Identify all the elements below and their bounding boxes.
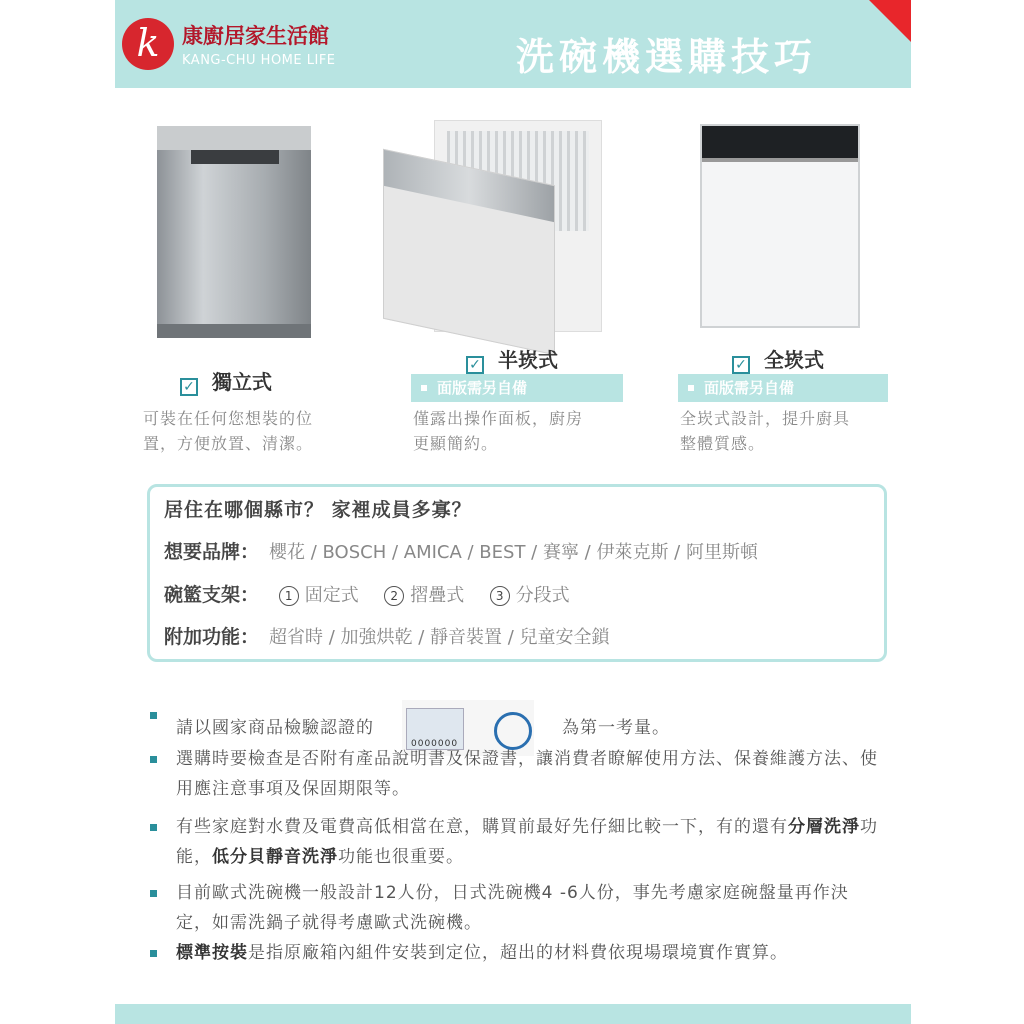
tip-capacity: 目前歐式洗碗機一般設計12人份，日式洗碗機4 -6人份，事先考慮家庭碗盤量再作決定，如需洗鍋子就得考慮歐式洗碗機。 [150,878,880,938]
freestanding-dishwasher-image [157,126,311,338]
brand-name-en: KANG-CHU HOME LIFE [182,53,336,68]
check-icon: ✓ [466,356,484,374]
tip-installation: 標準按裝是指原廠箱內組件安裝到定位，超出的材料費依現場環境實作實算。 [150,938,880,968]
check-icon: ✓ [180,378,198,396]
type-freestanding-desc: 可裝在任何您想裝的位 置，方便放置、清潔。 [143,409,314,453]
certification-mark-image: 0000000 [402,700,534,756]
tip-manual-warranty: 選購時要檢查是否附有產品說明書及保證書，讓消費者瞭解使用方法、保養維護方法、使用應注意事項及保固期限等。 [150,744,880,804]
brand-name-cn: 康廚居家生活館 [182,24,329,48]
type-freestanding-title: ✓ 獨立式 [180,366,272,396]
type-fully-integrated-desc: 全崁式設計，提升廚具 整體質感。 [680,409,851,453]
check-icon: ✓ [732,356,750,374]
page-title: 洗碗機選購技巧 [516,35,818,79]
type-fully-integrated-title: ✓ 全崁式 [732,344,824,374]
rack-row: 碗籃支架： 1 固定式 2 摺疊式 3 分段式 [164,584,570,606]
consideration-question: 居住在哪個縣市？ 家裡成員多寡？ [164,499,472,521]
brand-logo: k [122,18,174,70]
consideration-box [147,484,887,662]
footer-band [115,1004,911,1024]
brand-row: 想要品牌： 櫻花 / BOSCH / AMICA / BEST / 賽寧 / 伊萊克斯 / 阿里斯頓 [164,541,758,563]
fully-integrated-dishwasher-image [700,124,860,328]
type-fully-integrated-tag: 面版需另自備 [678,374,888,402]
extra-features-row: 附加功能： 超省時 / 加強烘乾 / 靜音裝置 / 兒童安全鎖 [164,626,610,648]
tip-certification: 請以國家商品檢驗認證的 0000000 為第一考量。 [150,700,880,756]
type-semi-integrated-desc: 僅露出操作面板，廚房 更顯簡約。 [413,409,584,453]
type-semi-integrated-title: ✓ 半崁式 [466,344,558,374]
tip-utility-cost: 有些家庭對水費及電費高低相當在意，購買前最好先仔細比較一下，有的還有分層洗淨功能，低分貝靜音洗淨功能也很重要。 [150,812,880,872]
semi-integrated-dishwasher-image [434,120,602,332]
type-semi-integrated-tag: 面版需另自備 [411,374,623,402]
corner-ribbon [869,0,911,42]
